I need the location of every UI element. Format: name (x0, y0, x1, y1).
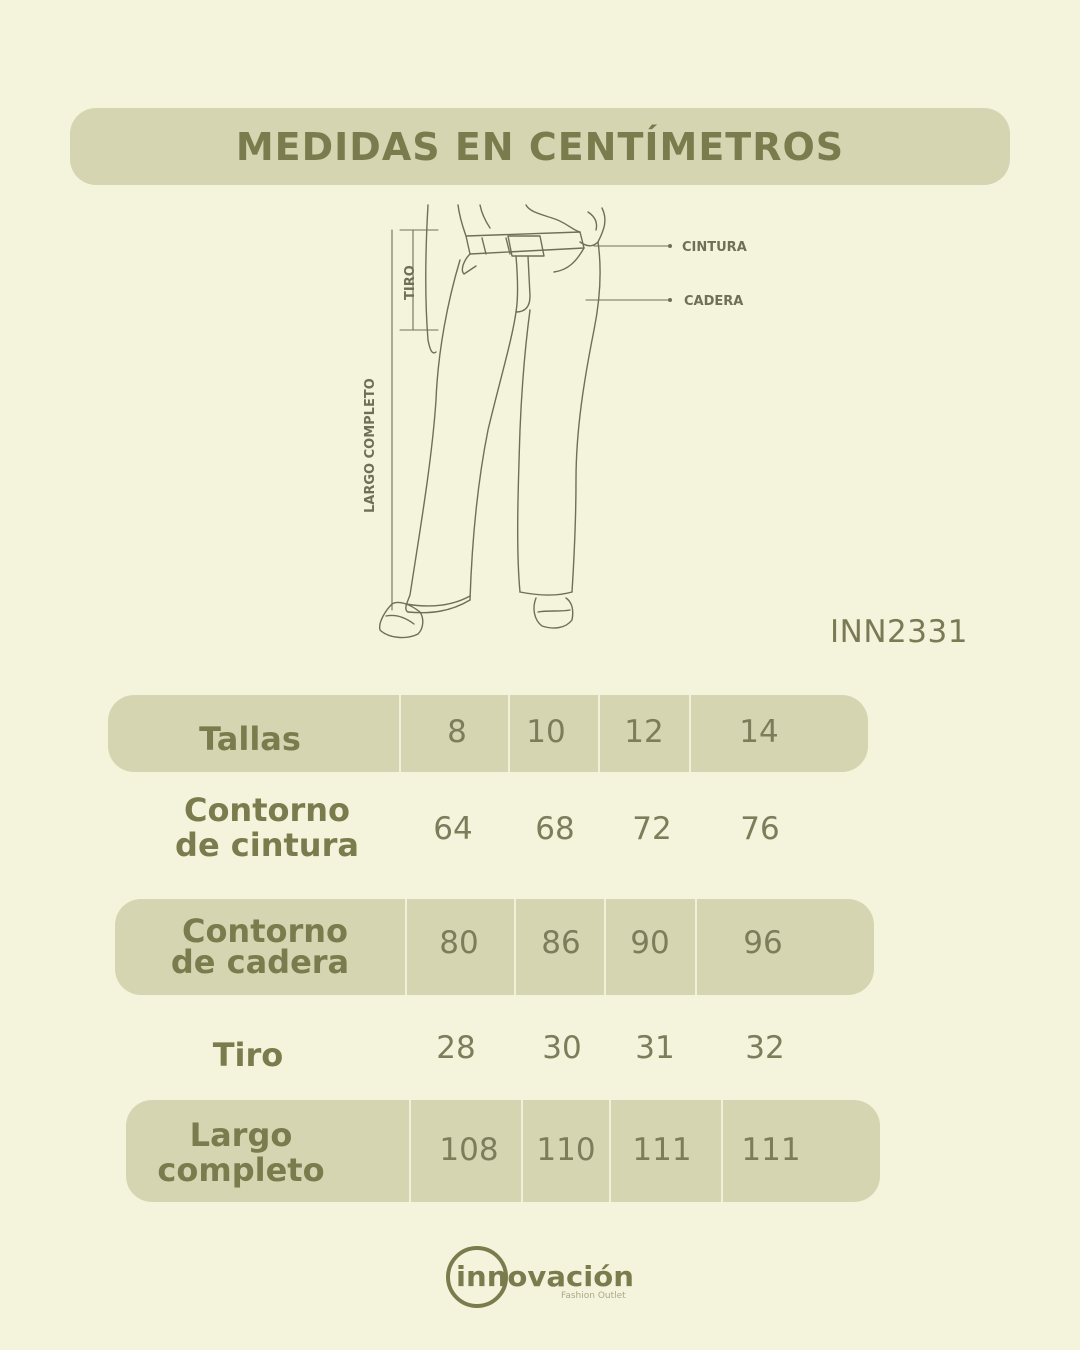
size-value: 12 (624, 714, 664, 750)
length-value: 111 (632, 1132, 692, 1168)
length-value: 110 (536, 1132, 596, 1168)
title-banner (70, 108, 1010, 185)
rise-value: 28 (436, 1030, 476, 1066)
cintura-label: CINTURA (682, 240, 747, 255)
size-value: 10 (526, 714, 566, 750)
rise-value: 30 (542, 1030, 582, 1066)
row-label-cadera-line2: de cadera (170, 943, 350, 981)
waist-value: 64 (433, 811, 473, 847)
page-title: MEDIDAS EN CENTÍMETROS (235, 124, 845, 169)
hip-value: 96 (743, 925, 783, 961)
row-label-tiro: Tiro (212, 1036, 284, 1074)
innovacion-logo (444, 1244, 644, 1310)
row-label-largo-line1: Largo (189, 1116, 293, 1154)
rise-value: 32 (745, 1030, 785, 1066)
row-label-cintura-line2: de cintura (175, 826, 359, 864)
column-divider (689, 695, 691, 772)
waist-value: 76 (740, 811, 780, 847)
column-divider (399, 695, 401, 772)
column-divider (409, 1100, 411, 1202)
cadera-label: CADERA (684, 294, 744, 309)
largo-completo-label: LARGO COMPLETO (363, 378, 378, 513)
column-divider (695, 899, 697, 995)
size-value: 14 (739, 714, 779, 750)
length-value: 111 (741, 1132, 801, 1168)
column-divider (405, 899, 407, 995)
rise-value: 31 (635, 1030, 675, 1066)
row-label-cadera-line1: Contorno (181, 912, 349, 950)
length-value: 108 (439, 1132, 499, 1168)
row-label-largo-line2: completo (157, 1151, 325, 1189)
row-label-cintura-line1: Contorno (183, 791, 351, 829)
row-label-tallas: Tallas (199, 720, 301, 758)
jeans-measurement-illustration (340, 200, 780, 650)
hip-value: 80 (439, 925, 479, 961)
waist-value: 72 (632, 811, 672, 847)
column-divider (721, 1100, 723, 1202)
hip-value: 90 (630, 925, 670, 961)
logo-tagline: Fashion Outlet (561, 1291, 626, 1301)
tiro-label: TIRO (403, 265, 418, 300)
waist-value: 68 (535, 811, 575, 847)
size-value: 8 (447, 714, 467, 750)
hip-value: 86 (541, 925, 581, 961)
logo-name: innovación (456, 1260, 634, 1293)
product-code: INN2331 (830, 614, 968, 650)
